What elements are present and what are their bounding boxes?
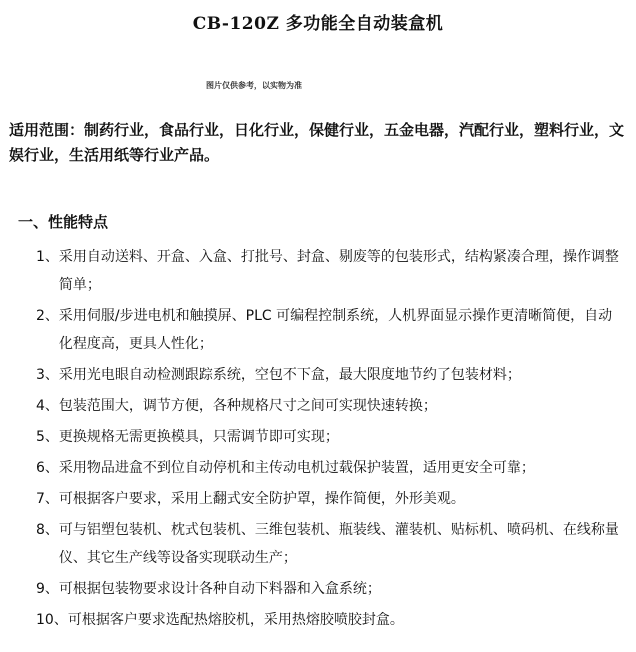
feature-number: 10、 (36, 612, 68, 628)
feature-number: 5、 (36, 429, 59, 445)
feature-text: 可根据客户要求，采用上翻式安全防护罩，操作简便，外形美观。 (58, 491, 465, 507)
feature-item (36, 516, 626, 572)
feature-number: 1、 (36, 249, 59, 265)
feature-number: 8、 (36, 522, 59, 538)
feature-number: 3、 (36, 367, 59, 383)
feature-text: 采用自动送料、开盒、入盒、打批号、封盒、剔废等的包装形式，结构紧凑合理，操作调整简单； (58, 249, 619, 293)
feature-item (36, 361, 626, 389)
feature-number: 2、 (36, 308, 59, 324)
feature-text: 可与铝塑包装机、枕式包装机、三维包装机、瓶装线、灌装机、贴标机、喷码机、在线称量仪、其它生产线等设备实现联动生产； (58, 522, 619, 566)
feature-item (36, 454, 626, 482)
feature-text: 采用伺服/步进电机和触摸屏、PLC 可编程控制系统，人机界面显示操作更清晰简便，自动化程度高，更具人性化； (58, 308, 613, 352)
feature-item (36, 575, 626, 603)
application-scope: 适用范围：制药行业，食品行业，日化行业，保健行业，五金电器，汽配行业，塑料行业，文娱行业，生活用纸等行业产品。 (9, 121, 625, 164)
feature-list (36, 243, 626, 637)
feature-text: 可根据包装物要求设计各种自动下料器和入盒系统； (58, 581, 381, 597)
document-title: CB-120Z 多功能全自动装盒机 (192, 14, 444, 34)
feature-text: 采用物品进盒不到位自动停机和主传动电机过载保护装置，适用更安全可靠； (58, 460, 535, 476)
feature-text: 包装范围大，调节方便，各种规格尺寸之间可实现快速转换； (58, 398, 437, 414)
section-heading: 一、性能特点 (18, 213, 109, 231)
feature-number: 6、 (36, 460, 59, 476)
feature-number: 9、 (36, 581, 59, 597)
feature-number: 4、 (36, 398, 59, 414)
feature-text: 更换规格无需更换模具，只需调节即可实现； (58, 429, 339, 445)
feature-number: 7、 (36, 491, 59, 507)
feature-item (36, 302, 626, 358)
feature-item (36, 243, 626, 299)
feature-item (36, 485, 626, 513)
feature-text: 可根据客户要求选配热熔胶机，采用热熔胶喷胶封盒。 (67, 612, 404, 628)
image-disclaimer: 图片仅供参考，以实物为准 (206, 81, 302, 90)
feature-item (36, 606, 626, 634)
feature-item (36, 392, 626, 420)
feature-item (36, 423, 626, 451)
feature-text: 采用光电眼自动检测跟踪系统，空包不下盒，最大限度地节约了包装材料； (58, 367, 521, 383)
